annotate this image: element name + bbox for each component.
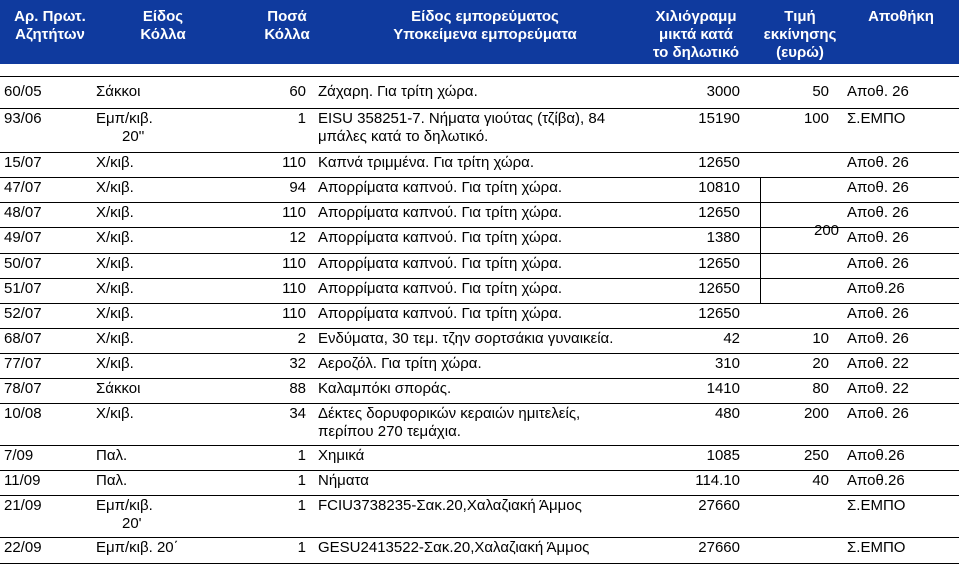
- cell-storage: Αποθ. 26: [847, 405, 909, 422]
- cell-kilograms: 310: [714, 355, 740, 372]
- header-ar-protocol: [6, 8, 94, 44]
- cell-goods: Απορρίματα καπνού. Για τρίτη χώρα.: [318, 204, 563, 221]
- cell-goods: Απορρίματα καπνού. Για τρίτη χώρα.: [318, 305, 563, 322]
- table-row: [0, 253, 959, 279]
- cell-kilograms: 15190: [698, 110, 740, 127]
- cell-protocol: 51/07: [4, 280, 42, 297]
- cell-kilograms: 114.10: [695, 472, 740, 489]
- cell-kolla-qty: 110: [282, 255, 306, 272]
- cell-kolla-type: Παλ.: [96, 472, 128, 489]
- cell-kolla-type: 20'': [122, 128, 145, 145]
- cell-protocol: 49/07: [4, 229, 42, 246]
- cell-protocol: 7/09: [4, 447, 34, 464]
- header-kolla-type: [128, 8, 198, 44]
- cell-storage: Αποθ. 26: [847, 154, 909, 171]
- cell-kolla-qty: 1: [297, 539, 306, 556]
- header-line: Κόλλα: [264, 26, 310, 43]
- cell-goods: Νήματα: [318, 472, 369, 489]
- cell-kilograms: 3000: [706, 83, 740, 100]
- cell-kolla-qty: 60: [289, 83, 306, 100]
- cell-kilograms: 27660: [698, 539, 740, 556]
- header-kolla-qty: [252, 8, 322, 44]
- table-row: [0, 403, 959, 446]
- cell-goods: Δέκτες δορυφορικών κεραιών ημιτελείς,: [318, 405, 581, 422]
- cell-kolla-type: Εμπ/κιβ.: [96, 110, 153, 127]
- header-line: (ευρώ): [776, 44, 824, 61]
- cell-storage: Αποθ.26: [847, 447, 905, 464]
- cell-goods: GESU2413522-Σακ.20,Χαλαζιακή Άμμος: [318, 539, 590, 556]
- cell-storage: Αποθ.26: [847, 280, 905, 297]
- cell-start-price: 20: [812, 355, 829, 372]
- header-line: Αποθήκη: [868, 8, 934, 25]
- cell-goods: Αεροζόλ. Για τρίτη χώρα.: [318, 355, 482, 372]
- table-row: [0, 353, 959, 379]
- cell-kolla-type: Σάκκοι: [96, 380, 141, 397]
- table-row: [0, 495, 959, 538]
- cell-start-price: 40: [812, 472, 829, 489]
- cell-kolla-qty: 34: [289, 405, 306, 422]
- cell-kolla-qty: 12: [289, 229, 306, 246]
- cell-kolla-type: Εμπ/κιβ. 20΄: [96, 539, 179, 556]
- cell-goods: EISU 358251-7. Νήματα γιούτας (τζίβα), 84: [318, 110, 606, 127]
- cell-kolla-qty: 1: [297, 110, 306, 127]
- table-row: [0, 108, 959, 153]
- cell-kilograms: 12650: [698, 204, 740, 221]
- cell-protocol: 21/09: [4, 497, 42, 514]
- cell-kolla-type: 20': [122, 515, 142, 532]
- header-line: Υποκείμενα εμπορεύματα: [393, 26, 577, 43]
- cell-start-price: 200: [803, 405, 829, 422]
- table-row: [0, 445, 959, 471]
- cell-kilograms: 12650: [698, 255, 740, 272]
- cell-kolla-type: Χ/κιβ.: [96, 229, 134, 246]
- header-line: Κόλλα: [140, 26, 186, 43]
- header-kilograms: [644, 8, 748, 62]
- cell-storage: Αποθ.26: [847, 472, 905, 489]
- cell-kolla-qty: 88: [289, 380, 306, 397]
- cell-goods: Απορρίματα καπνού. Για τρίτη χώρα.: [318, 179, 563, 196]
- cell-protocol: 68/07: [4, 330, 42, 347]
- table-row: [0, 177, 959, 203]
- cell-kilograms: 1380: [706, 229, 740, 246]
- cell-kolla-type: Χ/κιβ.: [96, 305, 134, 322]
- cell-protocol: 47/07: [4, 179, 42, 196]
- cell-start-price: 80: [812, 380, 829, 397]
- cell-protocol: 93/06: [4, 110, 42, 127]
- cell-storage: Αποθ. 26: [847, 255, 909, 272]
- cell-kilograms: 1085: [706, 447, 740, 464]
- header-line: Αζητήτων: [15, 26, 85, 43]
- cell-storage: Σ.ΕΜΠΟ: [847, 539, 906, 556]
- merged-cell-border: [760, 177, 761, 303]
- header-line: Τιμή: [784, 8, 816, 25]
- cell-kolla-type: Χ/κιβ.: [96, 330, 134, 347]
- cell-protocol: 78/07: [4, 380, 42, 397]
- cell-kilograms: 12650: [698, 154, 740, 171]
- cell-kilograms: 12650: [698, 305, 740, 322]
- cell-start-price: 50: [812, 83, 829, 100]
- cell-goods: Καπνά τριμμένα. Για τρίτη χώρα.: [318, 154, 535, 171]
- header-storage: [856, 8, 946, 26]
- table-row: [0, 303, 959, 329]
- header-divider: [0, 76, 959, 77]
- cell-protocol: 11/09: [4, 472, 41, 489]
- cell-protocol: 22/09: [4, 539, 42, 556]
- header-line: Είδος: [142, 8, 184, 25]
- cell-kilograms: 480: [714, 405, 740, 422]
- cell-kolla-type: Εμπ/κιβ.: [96, 497, 153, 514]
- cell-kilograms: 1410: [706, 380, 740, 397]
- header-line: το δηλωτικό: [652, 44, 740, 61]
- cell-kilograms: 12650: [698, 280, 740, 297]
- cell-kolla-qty: 2: [297, 330, 306, 347]
- cell-goods: Καλαμπόκι σποράς.: [318, 380, 452, 397]
- header-line: Ποσά: [267, 8, 307, 25]
- cell-storage: Σ.ΕΜΠΟ: [847, 110, 906, 127]
- cell-kolla-type: Σάκκοι: [96, 83, 141, 100]
- cell-storage: Αποθ. 26: [847, 229, 909, 246]
- cell-kolla-qty: 110: [282, 280, 306, 297]
- table-row: [0, 81, 959, 109]
- cell-kolla-qty: 110: [282, 154, 306, 171]
- cell-kolla-qty: 1: [297, 472, 306, 489]
- cell-goods: FCIU3738235-Σακ.20,Χαλαζιακή Άμμος: [318, 497, 582, 514]
- cell-protocol: 77/07: [4, 355, 42, 372]
- cell-goods: Χημικά: [318, 447, 365, 464]
- cell-kolla-qty: 110: [282, 305, 306, 322]
- cell-protocol: 52/07: [4, 305, 42, 322]
- cell-kilograms: 42: [723, 330, 740, 347]
- cell-kolla-type: Χ/κιβ.: [96, 255, 134, 272]
- header-line: εκκίνησης: [763, 26, 837, 43]
- cell-kolla-type: Χ/κιβ.: [96, 355, 134, 372]
- cell-kolla-qty: 1: [297, 497, 306, 514]
- merged-start-price: 200: [814, 222, 840, 239]
- cell-start-price: 100: [803, 110, 829, 127]
- cell-storage: Αποθ. 26: [847, 330, 909, 347]
- cell-storage: Αποθ. 26: [847, 204, 909, 221]
- cell-goods: Απορρίματα καπνού. Για τρίτη χώρα.: [318, 229, 563, 246]
- cell-protocol: 60/05: [4, 83, 42, 100]
- cell-goods: Ζάχαρη. Για τρίτη χώρα.: [318, 83, 478, 100]
- cell-kolla-type: Παλ.: [96, 447, 128, 464]
- table-row: [0, 152, 959, 178]
- cell-kolla-type: Χ/κιβ.: [96, 179, 134, 196]
- cell-kolla-type: Χ/κιβ.: [96, 154, 134, 171]
- cell-start-price: 10: [812, 330, 829, 347]
- header-start-price: [758, 8, 842, 62]
- cell-protocol: 48/07: [4, 204, 42, 221]
- cell-goods: Απορρίματα καπνού. Για τρίτη χώρα.: [318, 255, 563, 272]
- cell-storage: Σ.ΕΜΠΟ: [847, 497, 906, 514]
- table-row: [0, 328, 959, 354]
- cell-goods: περίπου 270 τεμάχια.: [318, 423, 461, 440]
- table-row: [0, 378, 959, 404]
- cell-start-price: 250: [803, 447, 829, 464]
- cell-storage: Αποθ. 22: [847, 380, 909, 397]
- cell-goods: Απορρίματα καπνού. Για τρίτη χώρα.: [318, 280, 563, 297]
- cell-protocol: 50/07: [4, 255, 42, 272]
- cell-kolla-qty: 1: [297, 447, 306, 464]
- header-line: Χιλιόγραμμ: [655, 8, 737, 25]
- cell-storage: Αποθ. 26: [847, 305, 909, 322]
- cell-storage: Αποθ. 22: [847, 355, 909, 372]
- cell-kolla-qty: 32: [289, 355, 306, 372]
- cell-kolla-type: Χ/κιβ.: [96, 405, 134, 422]
- cell-storage: Αποθ. 26: [847, 83, 909, 100]
- cell-goods: Ενδύματα, 30 τεμ. τζην σορτσάκια γυναικεία.: [318, 330, 614, 347]
- table-row: [0, 470, 959, 496]
- header-line: Αρ. Πρωτ.: [14, 8, 86, 25]
- cell-kolla-type: Χ/κιβ.: [96, 280, 134, 297]
- cell-kolla-qty: 110: [282, 204, 306, 221]
- table-row: [0, 278, 959, 304]
- cell-storage: Αποθ. 26: [847, 179, 909, 196]
- cell-kolla-type: Χ/κιβ.: [96, 204, 134, 221]
- header-line: μικτά κατά: [659, 26, 733, 43]
- cell-goods: μπάλες κατά το δηλωτικό.: [318, 128, 489, 145]
- cell-protocol: 15/07: [4, 154, 42, 171]
- header-line: Είδος εμπορεύματος: [411, 8, 559, 25]
- cell-protocol: 10/08: [4, 405, 42, 422]
- table-row: [0, 537, 959, 564]
- cell-kilograms: 27660: [698, 497, 740, 514]
- cell-kolla-qty: 94: [289, 179, 306, 196]
- header-goods: [370, 8, 600, 44]
- table-header: [0, 0, 959, 64]
- cell-kilograms: 10810: [698, 179, 740, 196]
